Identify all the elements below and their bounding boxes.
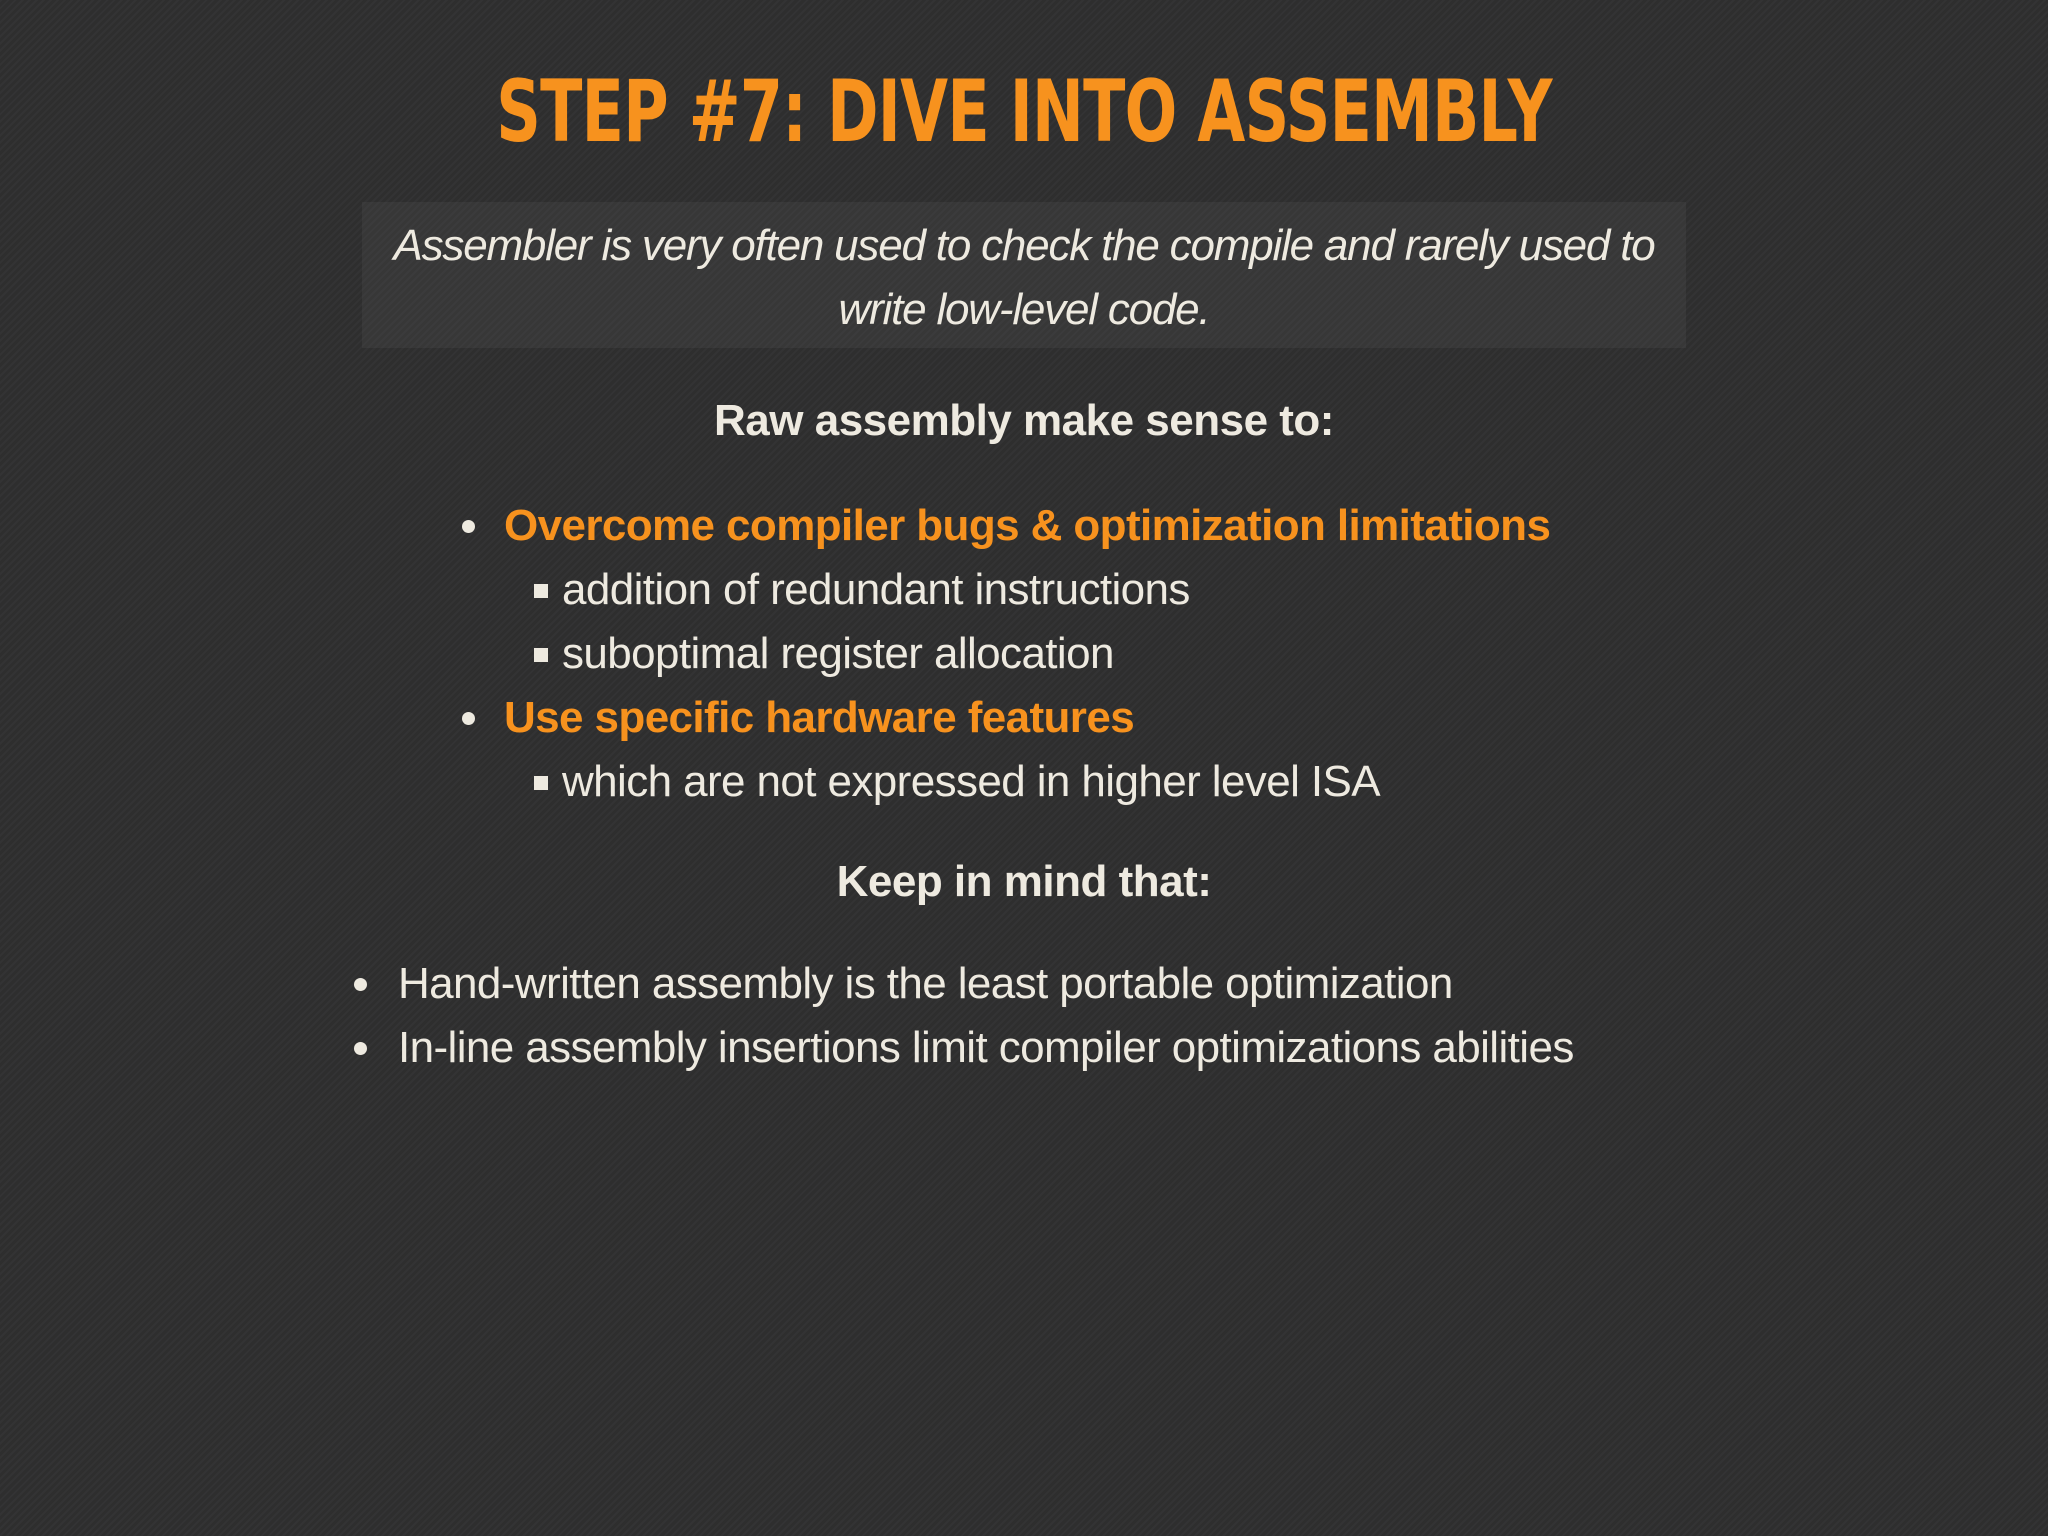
bullet-square-icon: [534, 584, 548, 598]
list-item: [346, 952, 1574, 1016]
section-heading-keep-in-mind: Keep in mind that:: [836, 857, 1212, 906]
sub-list-item-text: addition of redundant instructions: [562, 565, 1190, 614]
sub-list-item: [504, 750, 1550, 814]
bullet-square-icon: [534, 776, 548, 790]
sub-list-item: [504, 622, 1550, 686]
list-item-label: Overcome compiler bugs & optimization limitations: [504, 501, 1551, 550]
sub-list: [504, 558, 1550, 686]
section-heading-raw-assembly: Raw assembly make sense to:: [714, 396, 1334, 445]
raw-assembly-list: [452, 494, 1550, 814]
list-item: [346, 1016, 1574, 1080]
bullet-dot-icon: [462, 712, 475, 725]
bullet-dot-icon: [354, 978, 367, 991]
sub-list: [504, 750, 1550, 814]
list-item-text: In-line assembly insertions limit compiler optimizations abilities: [398, 1023, 1574, 1072]
quote-block: Assembler is very often used to check the compile and rarely used to write low-level code.: [362, 202, 1686, 348]
bullet-square-icon: [534, 648, 548, 662]
sub-list-item-text: suboptimal register allocation: [562, 629, 1114, 678]
sub-list-item: [504, 558, 1550, 622]
list-item-text: Hand-written assembly is the least portable optimization: [398, 959, 1453, 1008]
list-item-label: Use specific hardware features: [504, 693, 1135, 742]
sub-list-item-text: which are not expressed in higher level ISA: [562, 757, 1380, 806]
bullet-dot-icon: [462, 520, 475, 533]
slide-title: STEP #7: DIVE INTO ASSEMBLY: [496, 62, 1552, 162]
list-item: [452, 494, 1550, 686]
bullet-dot-icon: [354, 1042, 367, 1055]
keep-in-mind-list: [346, 952, 1574, 1080]
list-item: [452, 686, 1550, 814]
